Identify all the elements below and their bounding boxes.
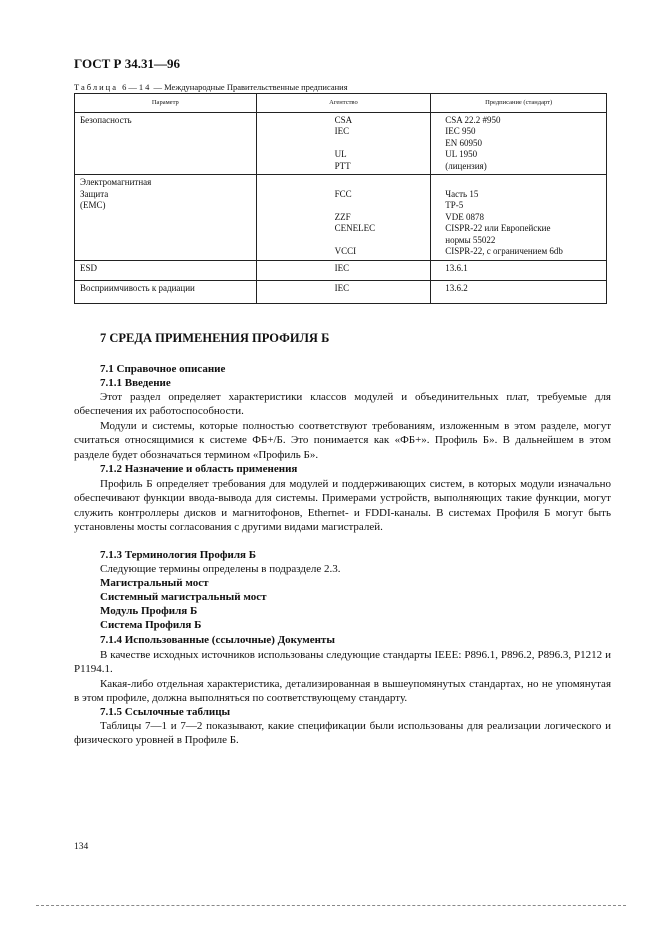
cell-line: Восприимчивость к радиации (80, 283, 195, 293)
subsection-7-1: 7.1 Справочное описание (100, 363, 226, 375)
section-title: 7 СРЕДА ПРИМЕНЕНИЯ ПРОФИЛЯ Б (100, 331, 330, 345)
cell-line: нормы 55022 (445, 234, 496, 245)
table-row (75, 281, 607, 304)
paragraph-tables: Таблицы 7—1 и 7—2 показывают, какие спецификации были использованы для реализации логического и физического уровней в Профиле Б. (74, 720, 611, 747)
table-caption (74, 82, 348, 92)
cell-line: IEC 950 (445, 126, 476, 136)
paragraph-characteristics: Какая-либо отдельная характеристика, детализированная в вышеупомянутых стандартах, но не упомянутая в этом профиле, должна выполняться по соответствующему стандарту. (74, 678, 611, 705)
cell-line: Безопасность (80, 114, 132, 125)
cell-line: CENELEC (334, 223, 376, 233)
footer-rule (36, 905, 626, 906)
cell-line: UL 1950 (445, 149, 478, 159)
param-cell (75, 112, 257, 175)
table-header-row (75, 94, 607, 113)
cell-line (445, 177, 601, 189)
subsection-7-1-3: 7.1.3 Терминология Профиля Б (100, 549, 256, 561)
agency-cell (256, 261, 431, 281)
paragraph-terms-intro: Следующие термины определены в подразделе 2.3. (100, 563, 341, 575)
table-row (75, 112, 607, 175)
paragraph-sources: В качестве исходных источников использованы следующие стандарты IEEE: P896.1, P896.2, P896.3, P1212 и P1194.1. (74, 649, 611, 676)
cell-line: ZZF (334, 211, 351, 222)
cell-line: CSA 22.2 #950 (445, 114, 501, 125)
cell-line (335, 200, 426, 212)
cell-line: (лицензия) (445, 160, 487, 171)
cell-line: 13.6.1 (445, 263, 468, 273)
subsection-7-1-2: 7.1.2 Назначение и область применения (100, 463, 298, 475)
paragraph-intro: Этот раздел определяет характеристики классов модулей и объединительных плат, требуемые для обеспечения их работоспособности. (74, 391, 611, 418)
cell-line: (EMC) (80, 200, 106, 210)
cell-line (335, 138, 426, 150)
cell-line (335, 177, 426, 189)
cell-line: UL (334, 149, 347, 159)
table-row (75, 261, 607, 281)
param-cell (75, 281, 257, 304)
term-item: Системный магистральный мост (100, 591, 267, 603)
param-cell (75, 175, 257, 261)
cell-line: FCC (334, 188, 352, 199)
cell-line: TP-5 (445, 200, 464, 210)
cell-line: Электромагнитная (80, 177, 152, 187)
subsection-7-1-4: 7.1.4 Использованные (ссылочные) Документы (100, 634, 335, 646)
subsection-7-1-5: 7.1.5 Ссылочные таблицы (100, 706, 231, 718)
term-item: Магистральный мост (100, 577, 209, 589)
table-caption-label: Таблица 6—14 (74, 82, 152, 92)
paragraph-purpose: Профиль Б определяет требования для модулей и поддерживающих систем, в которых модули изначально обеспечивают функции ввода-вывода для системы. Примерами устройств, выполняющих такие функции, могут служить контроллеры дисков и магнитофонов, Ethernet- и FDDI-каналы. В системах Профиля Б могут быть установлены мосты согласования с другими видами магистралей. (74, 478, 611, 533)
agency-cell (256, 281, 431, 304)
cell-line: IEC (334, 283, 350, 293)
standard-cell (431, 281, 607, 304)
cell-line: CISPR-22, с ограничением 6db (445, 246, 563, 256)
regulations-table (74, 93, 607, 304)
cell-line: PTT (334, 160, 351, 171)
document-header: ГОСТ Р 34.31—96 (74, 56, 180, 71)
agency-cell (256, 175, 431, 261)
param-cell (75, 261, 257, 281)
subsection-7-1-1: 7.1.1 Введение (100, 377, 171, 389)
standard-cell (431, 112, 607, 175)
paragraph-systems: Модули и системы, которые полностью соответствуют требованиям, изложенным в этом разделе, могут считаться относящимися к системе ФБ+/Б. Это понимается как «ФБ+». Профиль Б». В дальнейшем в этом разделе будет обозначаться термином «Профиль Б». (74, 420, 611, 461)
cell-line: VDE 0878 (445, 211, 484, 222)
cell-line: EN 60950 (445, 137, 482, 148)
header-standard: Предписание (стандарт) (431, 94, 607, 113)
standard-cell (431, 261, 607, 281)
cell-line (335, 235, 426, 247)
table-row (75, 175, 607, 261)
cell-line: VCCI (334, 246, 357, 256)
cell-line: CISPR-22 или Европейские (445, 223, 551, 233)
cell-line: Часть 15 (445, 188, 479, 199)
term-item: Система Профиля Б (100, 619, 202, 631)
cell-line: IEC (334, 263, 350, 273)
agency-cell (256, 112, 431, 175)
cell-line: 13.6.2 (445, 283, 468, 293)
header-agency: Агентство (256, 94, 431, 113)
cell-line: IEC (334, 126, 350, 136)
header-parameter: Параметр (75, 94, 257, 113)
cell-line: CSA (334, 114, 353, 125)
standard-cell (431, 175, 607, 261)
table-caption-title: — Международные Правительственные предписания (151, 82, 348, 92)
cell-line: Защита (80, 188, 109, 199)
page-number: 134 (74, 842, 89, 852)
term-item: Модуль Профиля Б (100, 605, 198, 617)
cell-line: ESD (80, 263, 98, 273)
